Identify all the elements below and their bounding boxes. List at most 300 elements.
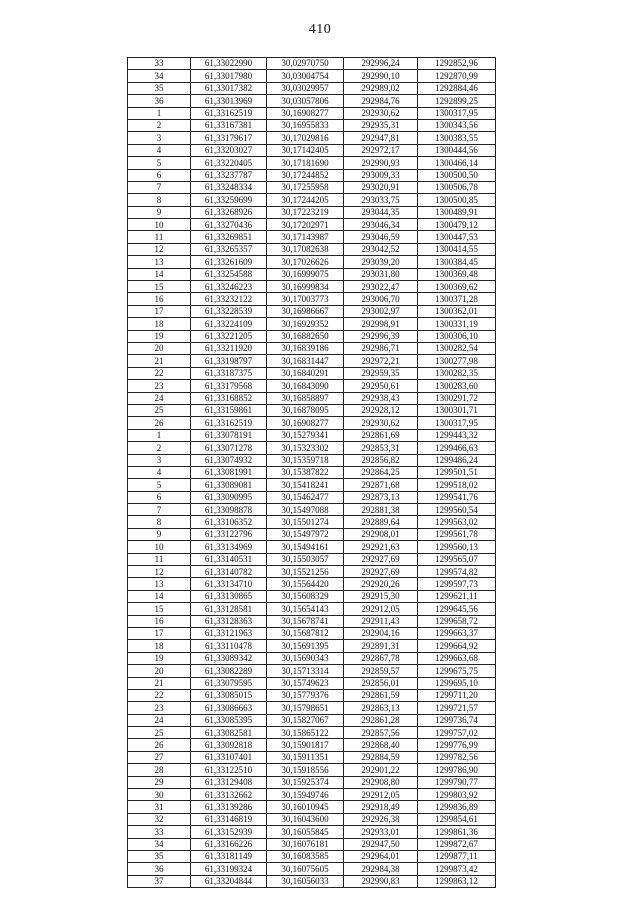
longitude-cell: 30,17244852 (267, 169, 344, 181)
latitude-cell: 61,33110478 (191, 640, 267, 652)
point-number-cell: 20 (128, 342, 191, 354)
latitude-cell: 61,33017382 (191, 82, 267, 94)
longitude-cell: 30,15678741 (267, 615, 344, 627)
table-row (128, 243, 496, 255)
y-coordinate-cell: 1299721,57 (418, 702, 496, 714)
longitude-cell: 30,02970750 (267, 58, 344, 70)
y-coordinate-cell: 1299873,42 (418, 863, 496, 875)
table-row (128, 727, 496, 739)
y-coordinate-cell: 1299877,11 (418, 851, 496, 863)
x-coordinate-cell: 292933,01 (344, 826, 418, 838)
point-number-cell: 28 (128, 764, 191, 776)
latitude-cell: 61,33121963 (191, 627, 267, 639)
latitude-cell: 61,33220405 (191, 157, 267, 169)
latitude-cell: 61,33074932 (191, 454, 267, 466)
point-number-cell: 26 (128, 417, 191, 429)
y-coordinate-cell: 1299565,07 (418, 553, 496, 565)
latitude-cell: 61,33237787 (191, 169, 267, 181)
latitude-cell: 61,33107401 (191, 751, 267, 763)
latitude-cell: 61,33098878 (191, 504, 267, 516)
latitude-cell: 61,33140782 (191, 566, 267, 578)
longitude-cell: 30,16076181 (267, 838, 344, 850)
latitude-cell: 61,33268926 (191, 206, 267, 218)
x-coordinate-cell: 292928,12 (344, 404, 418, 416)
latitude-cell: 61,33082289 (191, 665, 267, 677)
longitude-cell: 30,17143987 (267, 231, 344, 243)
point-number-cell: 25 (128, 404, 191, 416)
y-coordinate-cell: 1299560,13 (418, 541, 496, 553)
longitude-cell: 30,15462477 (267, 491, 344, 503)
latitude-cell: 61,33089342 (191, 652, 267, 664)
point-number-cell: 1 (128, 107, 191, 119)
table-row (128, 714, 496, 726)
y-coordinate-cell: 1300317,95 (418, 417, 496, 429)
coordinates-table (127, 57, 496, 888)
latitude-cell: 61,33122510 (191, 764, 267, 776)
table-row (128, 466, 496, 478)
table-row (128, 181, 496, 193)
longitude-cell: 30,15779376 (267, 689, 344, 701)
y-coordinate-cell: 1300506,78 (418, 181, 496, 193)
y-coordinate-cell: 1299757,02 (418, 727, 496, 739)
table-row (128, 528, 496, 540)
x-coordinate-cell: 292986,71 (344, 342, 418, 354)
x-coordinate-cell: 292889,64 (344, 516, 418, 528)
x-coordinate-cell: 292990,83 (344, 875, 418, 887)
longitude-cell: 30,15911351 (267, 751, 344, 763)
x-coordinate-cell: 292950,61 (344, 380, 418, 392)
table-row (128, 268, 496, 280)
y-coordinate-cell: 1299574,82 (418, 566, 496, 578)
latitude-cell: 61,33269851 (191, 231, 267, 243)
point-number-cell: 27 (128, 751, 191, 763)
x-coordinate-cell: 293006,70 (344, 293, 418, 305)
longitude-cell: 30,16010945 (267, 801, 344, 813)
point-number-cell: 37 (128, 875, 191, 887)
y-coordinate-cell: 1300466,14 (418, 157, 496, 169)
latitude-cell: 61,33168852 (191, 392, 267, 404)
y-coordinate-cell: 1300369,62 (418, 281, 496, 293)
longitude-cell: 30,16043600 (267, 813, 344, 825)
longitude-cell: 30,15564420 (267, 578, 344, 590)
longitude-cell: 30,15503057 (267, 553, 344, 565)
point-number-cell: 19 (128, 652, 191, 664)
x-coordinate-cell: 292920,26 (344, 578, 418, 590)
table-row (128, 293, 496, 305)
x-coordinate-cell: 292911,43 (344, 615, 418, 627)
table-row (128, 380, 496, 392)
longitude-cell: 30,15608329 (267, 590, 344, 602)
latitude-cell: 61,33179568 (191, 380, 267, 392)
x-coordinate-cell: 293022,47 (344, 281, 418, 293)
longitude-cell: 30,03004754 (267, 70, 344, 82)
table-row (128, 132, 496, 144)
latitude-cell: 61,33167381 (191, 119, 267, 131)
y-coordinate-cell: 1300489,91 (418, 206, 496, 218)
table-row (128, 603, 496, 615)
point-number-cell: 17 (128, 627, 191, 639)
x-coordinate-cell: 292926,38 (344, 813, 418, 825)
x-coordinate-cell: 292871,68 (344, 479, 418, 491)
x-coordinate-cell: 292927,69 (344, 566, 418, 578)
y-coordinate-cell: 1299561,78 (418, 528, 496, 540)
latitude-cell: 61,33085395 (191, 714, 267, 726)
point-number-cell: 23 (128, 380, 191, 392)
table-row (128, 751, 496, 763)
longitude-cell: 30,16955833 (267, 119, 344, 131)
point-number-cell: 10 (128, 541, 191, 553)
y-coordinate-cell: 1299836,89 (418, 801, 496, 813)
table-row (128, 404, 496, 416)
latitude-cell: 61,33022990 (191, 58, 267, 70)
latitude-cell: 61,33134969 (191, 541, 267, 553)
longitude-cell: 30,16843090 (267, 380, 344, 392)
y-coordinate-cell: 1299443,32 (418, 429, 496, 441)
latitude-cell: 61,33162519 (191, 107, 267, 119)
table-row (128, 318, 496, 330)
y-coordinate-cell: 1299501,51 (418, 466, 496, 478)
table-row (128, 70, 496, 82)
x-coordinate-cell: 292998,91 (344, 318, 418, 330)
point-number-cell: 15 (128, 281, 191, 293)
table-row (128, 516, 496, 528)
longitude-cell: 30,15827067 (267, 714, 344, 726)
y-coordinate-cell: 1299597,73 (418, 578, 496, 590)
point-number-cell: 22 (128, 689, 191, 701)
table-row (128, 553, 496, 565)
latitude-cell: 61,33221205 (191, 330, 267, 342)
y-coordinate-cell: 1299786,90 (418, 764, 496, 776)
longitude-cell: 30,17029816 (267, 132, 344, 144)
longitude-cell: 30,15687812 (267, 627, 344, 639)
point-number-cell: 6 (128, 169, 191, 181)
longitude-cell: 30,16986667 (267, 305, 344, 317)
point-number-cell: 19 (128, 330, 191, 342)
latitude-cell: 61,33082581 (191, 727, 267, 739)
table-row (128, 875, 496, 887)
latitude-cell: 61,33270436 (191, 219, 267, 231)
point-number-cell: 1 (128, 429, 191, 441)
table-row (128, 342, 496, 354)
point-number-cell: 2 (128, 119, 191, 131)
longitude-cell: 30,16999075 (267, 268, 344, 280)
longitude-cell: 30,15925374 (267, 776, 344, 788)
y-coordinate-cell: 1300371,28 (418, 293, 496, 305)
table-row (128, 826, 496, 838)
x-coordinate-cell: 292947,50 (344, 838, 418, 850)
y-coordinate-cell: 1299863,12 (418, 875, 496, 887)
y-coordinate-cell: 1299563,02 (418, 516, 496, 528)
table-row (128, 367, 496, 379)
longitude-cell: 30,16055845 (267, 826, 344, 838)
x-coordinate-cell: 292990,10 (344, 70, 418, 82)
point-number-cell: 26 (128, 739, 191, 751)
latitude-cell: 61,33017980 (191, 70, 267, 82)
point-number-cell: 24 (128, 392, 191, 404)
table-row (128, 491, 496, 503)
longitude-cell: 30,15418241 (267, 479, 344, 491)
x-coordinate-cell: 292867,78 (344, 652, 418, 664)
longitude-cell: 30,15749623 (267, 677, 344, 689)
x-coordinate-cell: 292930,62 (344, 107, 418, 119)
table-row (128, 119, 496, 131)
table-row (128, 206, 496, 218)
y-coordinate-cell: 1300277,98 (418, 355, 496, 367)
x-coordinate-cell: 292856,01 (344, 677, 418, 689)
table-row (128, 813, 496, 825)
table-row (128, 305, 496, 317)
latitude-cell: 61,33071278 (191, 442, 267, 454)
table-row (128, 590, 496, 602)
table-row (128, 281, 496, 293)
point-number-cell: 36 (128, 95, 191, 107)
longitude-cell: 30,15497972 (267, 528, 344, 540)
y-coordinate-cell: 1299663,37 (418, 627, 496, 639)
x-coordinate-cell: 292990,93 (344, 157, 418, 169)
x-coordinate-cell: 292912,05 (344, 603, 418, 615)
point-number-cell: 30 (128, 789, 191, 801)
x-coordinate-cell: 292996,24 (344, 58, 418, 70)
latitude-cell: 61,33128363 (191, 615, 267, 627)
point-number-cell: 25 (128, 727, 191, 739)
y-coordinate-cell: 1299782,56 (418, 751, 496, 763)
point-number-cell: 35 (128, 82, 191, 94)
point-number-cell: 6 (128, 491, 191, 503)
longitude-cell: 30,16908277 (267, 417, 344, 429)
x-coordinate-cell: 292908,80 (344, 776, 418, 788)
table-row (128, 801, 496, 813)
x-coordinate-cell: 293044,35 (344, 206, 418, 218)
x-coordinate-cell: 292884,59 (344, 751, 418, 763)
latitude-cell: 61,33187375 (191, 367, 267, 379)
y-coordinate-cell: 1299854,61 (418, 813, 496, 825)
point-number-cell: 20 (128, 665, 191, 677)
point-number-cell: 14 (128, 268, 191, 280)
latitude-cell: 61,33013969 (191, 95, 267, 107)
table-row (128, 355, 496, 367)
y-coordinate-cell: 1300301,71 (418, 404, 496, 416)
latitude-cell: 61,33162519 (191, 417, 267, 429)
x-coordinate-cell: 292959,35 (344, 367, 418, 379)
longitude-cell: 30,15494161 (267, 541, 344, 553)
latitude-cell: 61,33261609 (191, 256, 267, 268)
latitude-cell: 61,33254588 (191, 268, 267, 280)
x-coordinate-cell: 292868,40 (344, 739, 418, 751)
longitude-cell: 30,15798651 (267, 702, 344, 714)
y-coordinate-cell: 1299645,56 (418, 603, 496, 615)
point-number-cell: 16 (128, 293, 191, 305)
table-row (128, 256, 496, 268)
x-coordinate-cell: 293002,97 (344, 305, 418, 317)
longitude-cell: 30,15949746 (267, 789, 344, 801)
table-row (128, 417, 496, 429)
longitude-cell: 30,16929352 (267, 318, 344, 330)
y-coordinate-cell: 1300343,56 (418, 119, 496, 131)
latitude-cell: 61,33081991 (191, 466, 267, 478)
table-row (128, 665, 496, 677)
y-coordinate-cell: 1299675,75 (418, 665, 496, 677)
longitude-cell: 30,15865122 (267, 727, 344, 739)
latitude-cell: 61,33134710 (191, 578, 267, 590)
y-coordinate-cell: 1300479,12 (418, 219, 496, 231)
y-coordinate-cell: 1299541,76 (418, 491, 496, 503)
x-coordinate-cell: 292908,01 (344, 528, 418, 540)
longitude-cell: 30,15387822 (267, 466, 344, 478)
x-coordinate-cell: 292861,59 (344, 689, 418, 701)
point-number-cell: 5 (128, 479, 191, 491)
latitude-cell: 61,33139286 (191, 801, 267, 813)
latitude-cell: 61,33204844 (191, 875, 267, 887)
longitude-cell: 30,16083585 (267, 851, 344, 863)
latitude-cell: 61,33122796 (191, 528, 267, 540)
point-number-cell: 10 (128, 219, 191, 231)
point-number-cell: 32 (128, 813, 191, 825)
y-coordinate-cell: 1299872,67 (418, 838, 496, 850)
point-number-cell: 31 (128, 801, 191, 813)
table-row (128, 851, 496, 863)
point-number-cell: 12 (128, 243, 191, 255)
longitude-cell: 30,15654143 (267, 603, 344, 615)
y-coordinate-cell: 1300331,19 (418, 318, 496, 330)
point-number-cell: 23 (128, 702, 191, 714)
x-coordinate-cell: 292864,25 (344, 466, 418, 478)
y-coordinate-cell: 1299790,77 (418, 776, 496, 788)
y-coordinate-cell: 1299560,54 (418, 504, 496, 516)
y-coordinate-cell: 1300447,53 (418, 231, 496, 243)
longitude-cell: 30,15501274 (267, 516, 344, 528)
x-coordinate-cell: 292935,31 (344, 119, 418, 131)
latitude-cell: 61,33198797 (191, 355, 267, 367)
longitude-cell: 30,15359718 (267, 454, 344, 466)
x-coordinate-cell: 293039,20 (344, 256, 418, 268)
y-coordinate-cell: 1292884,46 (418, 82, 496, 94)
y-coordinate-cell: 1299621,11 (418, 590, 496, 602)
point-number-cell: 13 (128, 256, 191, 268)
x-coordinate-cell: 292873,13 (344, 491, 418, 503)
table-row (128, 838, 496, 850)
y-coordinate-cell: 1300414,55 (418, 243, 496, 255)
table-row (128, 144, 496, 156)
longitude-cell: 30,15691395 (267, 640, 344, 652)
x-coordinate-cell: 292984,38 (344, 863, 418, 875)
x-coordinate-cell: 293046,34 (344, 219, 418, 231)
point-number-cell: 33 (128, 826, 191, 838)
table-row (128, 429, 496, 441)
y-coordinate-cell: 1292852,96 (418, 58, 496, 70)
point-number-cell: 8 (128, 516, 191, 528)
y-coordinate-cell: 1299663,68 (418, 652, 496, 664)
page-number: 410 (308, 22, 332, 37)
table-row (128, 702, 496, 714)
point-number-cell: 14 (128, 590, 191, 602)
longitude-cell: 30,03057806 (267, 95, 344, 107)
latitude-cell: 61,33265357 (191, 243, 267, 255)
point-number-cell: 18 (128, 640, 191, 652)
table-row (128, 640, 496, 652)
point-number-cell: 22 (128, 367, 191, 379)
latitude-cell: 61,33129408 (191, 776, 267, 788)
longitude-cell: 30,17223219 (267, 206, 344, 218)
y-coordinate-cell: 1300444,56 (418, 144, 496, 156)
latitude-cell: 61,33092818 (191, 739, 267, 751)
x-coordinate-cell: 292918,49 (344, 801, 418, 813)
x-coordinate-cell: 292891,31 (344, 640, 418, 652)
latitude-cell: 61,33166226 (191, 838, 267, 850)
longitude-cell: 30,16840291 (267, 367, 344, 379)
y-coordinate-cell: 1299711,20 (418, 689, 496, 701)
y-coordinate-cell: 1300384,45 (418, 256, 496, 268)
y-coordinate-cell: 1300282,35 (418, 367, 496, 379)
x-coordinate-cell: 292901,22 (344, 764, 418, 776)
latitude-cell: 61,33246223 (191, 281, 267, 293)
point-number-cell: 16 (128, 615, 191, 627)
point-number-cell: 7 (128, 504, 191, 516)
point-number-cell: 4 (128, 466, 191, 478)
x-coordinate-cell: 293009,33 (344, 169, 418, 181)
table-row (128, 615, 496, 627)
table-row (128, 863, 496, 875)
longitude-cell: 30,15918556 (267, 764, 344, 776)
x-coordinate-cell: 292984,76 (344, 95, 418, 107)
table-row (128, 58, 496, 70)
latitude-cell: 61,33224109 (191, 318, 267, 330)
table-row (128, 578, 496, 590)
y-coordinate-cell: 1299518,02 (418, 479, 496, 491)
table-row (128, 504, 496, 516)
latitude-cell: 61,33199324 (191, 863, 267, 875)
x-coordinate-cell: 292927,69 (344, 553, 418, 565)
longitude-cell: 30,15323302 (267, 442, 344, 454)
table-row (128, 689, 496, 701)
longitude-cell: 30,03029957 (267, 82, 344, 94)
longitude-cell: 30,17003773 (267, 293, 344, 305)
x-coordinate-cell: 293046,59 (344, 231, 418, 243)
x-coordinate-cell: 292904,16 (344, 627, 418, 639)
x-coordinate-cell: 292972,17 (344, 144, 418, 156)
table-row (128, 479, 496, 491)
longitude-cell: 30,17082638 (267, 243, 344, 255)
point-number-cell: 33 (128, 58, 191, 70)
x-coordinate-cell: 293033,75 (344, 194, 418, 206)
longitude-cell: 30,16831447 (267, 355, 344, 367)
y-coordinate-cell: 1299486,24 (418, 454, 496, 466)
table-row (128, 627, 496, 639)
x-coordinate-cell: 292930,62 (344, 417, 418, 429)
point-number-cell: 3 (128, 132, 191, 144)
x-coordinate-cell: 292947,81 (344, 132, 418, 144)
table-row (128, 677, 496, 689)
point-number-cell: 11 (128, 553, 191, 565)
y-coordinate-cell: 1299736,74 (418, 714, 496, 726)
latitude-cell: 61,33179617 (191, 132, 267, 144)
y-coordinate-cell: 1299658,72 (418, 615, 496, 627)
point-number-cell: 4 (128, 144, 191, 156)
longitude-cell: 30,17202971 (267, 219, 344, 231)
table-row (128, 442, 496, 454)
longitude-cell: 30,17255958 (267, 181, 344, 193)
latitude-cell: 61,33203027 (191, 144, 267, 156)
point-number-cell: 11 (128, 231, 191, 243)
longitude-cell: 30,16908277 (267, 107, 344, 119)
x-coordinate-cell: 292856,82 (344, 454, 418, 466)
longitude-cell: 30,17244205 (267, 194, 344, 206)
x-coordinate-cell: 292996,39 (344, 330, 418, 342)
latitude-cell: 61,33078191 (191, 429, 267, 441)
x-coordinate-cell: 293031,80 (344, 268, 418, 280)
table-row (128, 541, 496, 553)
longitude-cell: 30,15279341 (267, 429, 344, 441)
x-coordinate-cell: 292921,63 (344, 541, 418, 553)
